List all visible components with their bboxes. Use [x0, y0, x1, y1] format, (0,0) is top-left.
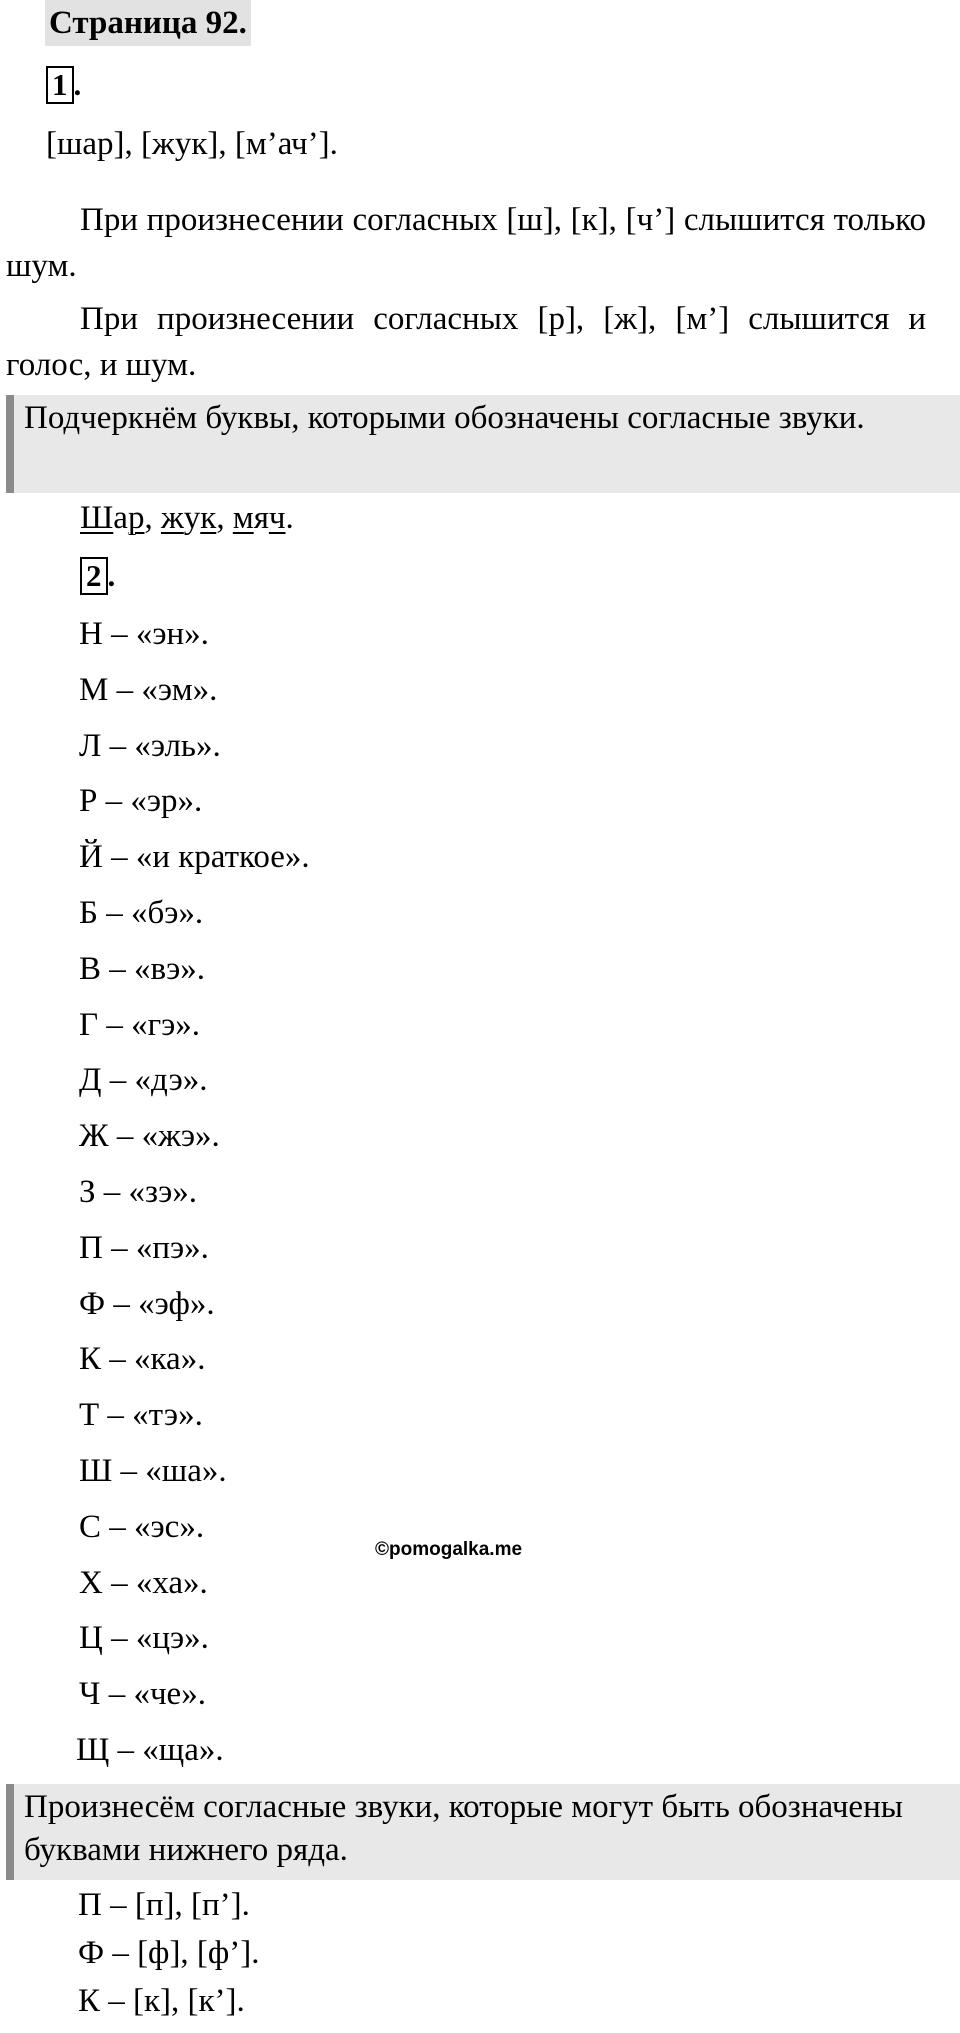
letter-name-item: Ф – «эф». — [79, 1285, 215, 1322]
task-number-2 — [80, 557, 115, 595]
sound-item: Ф – [ф], [ф’]. — [78, 1935, 260, 1971]
plain-letter: я — [253, 500, 269, 536]
letter-name-item: Л – «эль». — [79, 727, 221, 764]
letter-name-item: М – «эм». — [79, 671, 218, 708]
sound-item: П – [п], [п’]. — [78, 1887, 250, 1923]
underlined-word — [233, 500, 286, 536]
transcription-line: [шар], [жук], [м’ач’]. — [46, 126, 338, 162]
paragraph-voiced: При произнесении согласных [р], [ж], [м’] слышится и голос, и шум. — [6, 301, 926, 383]
paragraph-voiceless: При произнесении согласных [ш], [к], [ч’] слышится только шум. — [6, 202, 926, 284]
underlined-letter: ч — [268, 500, 286, 536]
letter-name-item: Т – «тэ». — [79, 1397, 203, 1434]
letter-name-item: Х – «ха». — [79, 1564, 208, 1601]
letter-name-item: Щ – «ща». — [76, 1732, 224, 1768]
letter-name-item: С – «эс». — [79, 1508, 205, 1545]
letter-name-item: Ц – «цэ». — [79, 1620, 209, 1657]
letter-name-item: Й – «и краткое». — [79, 839, 310, 876]
letter-name-item: З – «зэ». — [79, 1174, 197, 1210]
task-number-dot: . — [107, 558, 116, 593]
plain-letter: у — [183, 500, 201, 536]
instruction-note-2: Произнесём согласные звуки, которые могут быть обозначены буквами нижнего ряда. — [6, 1784, 960, 1880]
word-separator: , — [216, 500, 233, 536]
task-number-box: 2 — [80, 557, 108, 595]
letter-name-item: Н – «эн». — [79, 616, 209, 652]
letter-name-item: Р – «эр». — [79, 783, 203, 820]
letter-name-item: Б – «бэ». — [79, 895, 204, 931]
letter-name-item: П – «пэ». — [79, 1229, 209, 1266]
word-separator: , — [144, 500, 161, 536]
letter-name-item: Ч – «че». — [79, 1676, 206, 1713]
sound-item: К – [к], [к’]. — [78, 1983, 245, 2019]
underlined-letter: р — [127, 500, 145, 536]
underlined-letter: к — [200, 500, 217, 536]
task-number-dot: . — [73, 67, 82, 102]
instruction-note-1: Подчеркнём буквы, которыми обозначены согласные звуки. — [6, 395, 960, 493]
underlined-letter: м — [232, 500, 254, 536]
letter-name-item: Ж – «жэ». — [79, 1118, 220, 1155]
underlined-letter: Ш — [80, 500, 114, 536]
task-number-box: 1 — [46, 66, 74, 104]
watermark: ©pomogalka.me — [375, 1539, 523, 1560]
word-separator: . — [285, 500, 294, 536]
underlined-word — [80, 500, 144, 536]
underlined-word — [161, 500, 216, 536]
underlined-words-line — [80, 498, 294, 538]
plain-letter: а — [113, 500, 128, 536]
underlined-letter: ж — [160, 500, 184, 536]
letter-name-item: К – «ка». — [79, 1341, 206, 1378]
task-number-1 — [46, 66, 81, 104]
letter-name-item: В – «вэ». — [79, 950, 206, 987]
letter-name-item: Д – «дэ». — [79, 1062, 208, 1099]
letter-name-item: Ш – «ша». — [79, 1453, 227, 1489]
letter-name-item: Г – «гэ». — [79, 1006, 201, 1043]
page-title: Страница 92. — [45, 0, 251, 46]
